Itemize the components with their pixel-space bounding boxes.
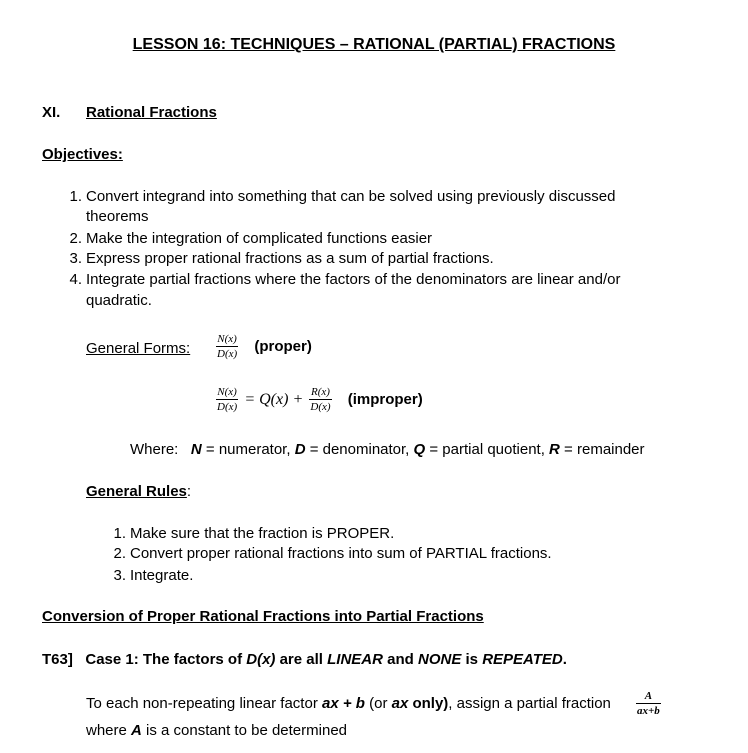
section-heading: Rational Fractions — [86, 104, 217, 121]
list-number: 1. — [69, 188, 82, 205]
case-text: are all — [275, 651, 328, 668]
var-n: N — [190, 441, 202, 458]
where-prefix: Where: — [130, 441, 179, 458]
case-text: and — [382, 651, 418, 668]
case-text: . — [562, 651, 567, 668]
list-number: 4. — [69, 271, 82, 288]
var-q: Q — [413, 441, 426, 458]
general-forms-label: General Forms: — [86, 340, 191, 357]
rule-text: To each non-repeating linear factor — [86, 695, 322, 712]
rule-text: where — [86, 722, 132, 739]
fraction-denominator: D(x) — [217, 401, 238, 413]
objectives-heading: Objectives: — [42, 146, 123, 163]
def-n: = numerator, — [201, 441, 295, 458]
list-text-cont: theorems — [86, 208, 149, 225]
proper-fraction — [216, 333, 238, 360]
list-text: Make sure that the fraction is PROPER. — [130, 525, 395, 542]
conversion-heading: Conversion of Proper Rational Fractions into Partial Fractions — [42, 608, 484, 625]
list-number: 2. — [69, 230, 82, 247]
def-q: = partial quotient, — [425, 441, 550, 458]
list-text: Make the integration of complicated functions easier — [86, 230, 433, 247]
fraction-numerator: A — [644, 690, 653, 702]
fraction-denominator: D(x) — [217, 348, 238, 360]
partial-fraction — [636, 690, 661, 717]
list-text: Express proper rational fractions as a sum of partial fractions. — [86, 250, 494, 267]
list-text: Integrate. — [130, 567, 194, 584]
rule-only: only) — [408, 695, 449, 712]
rule-ax: ax — [391, 695, 409, 712]
general-rules-heading — [86, 483, 191, 500]
def-d: = denominator, — [305, 441, 414, 458]
improper-form — [216, 386, 423, 413]
section-number: XI. — [42, 104, 61, 121]
lesson-title: LESSON 16: TECHNIQUES – RATIONAL (PARTIAL) FRACTIONS — [132, 36, 616, 53]
general-rules-title: General Rules — [86, 483, 187, 500]
rule-text: (or — [364, 695, 392, 712]
def-r: = remainder — [559, 441, 645, 458]
list-text-cont: quadratic. — [86, 292, 152, 309]
rule-line-1 — [86, 695, 611, 712]
rule-constant: A — [131, 722, 142, 739]
var-r: R — [549, 441, 560, 458]
list-number: 3. — [113, 567, 126, 584]
equation-text: = Q(x) + — [244, 390, 304, 408]
list-number: 3. — [69, 250, 82, 267]
case-text: Case 1: The factors of — [85, 651, 247, 668]
improper-tag: (improper) — [347, 391, 423, 408]
case-linear: LINEAR — [327, 651, 383, 668]
rule-text: is a constant to be determined — [141, 722, 347, 739]
fraction-numerator: N(x) — [217, 333, 237, 345]
list-number: 2. — [113, 545, 126, 562]
remainder-fraction — [309, 386, 331, 413]
t63-heading — [42, 651, 567, 668]
case-repeated: REPEATED — [482, 651, 563, 668]
list-text: Integrate partial fractions where the factors of the denominators are linear and/or — [86, 271, 621, 288]
general-rules-colon: : — [186, 483, 192, 500]
fraction-numerator: R(x) — [311, 386, 330, 398]
case-text: is — [461, 651, 483, 668]
fraction-denominator: ax+b — [637, 705, 660, 717]
fraction-numerator: N(x) — [217, 386, 237, 398]
list-text: Convert proper rational fractions into sum of PARTIAL fractions. — [130, 545, 552, 562]
rule-text: , assign a partial fraction — [448, 695, 611, 712]
partial-fraction-expr — [636, 690, 661, 717]
where-line — [130, 441, 645, 458]
case-dx: D(x) — [246, 651, 276, 668]
fraction-denominator: D(x) — [310, 401, 331, 413]
rule-axb: ax + b — [321, 695, 365, 712]
list-text: Convert integrand into something that can be solved using previously discussed — [86, 188, 616, 205]
proper-tag: (proper) — [254, 338, 312, 355]
case-none: NONE — [417, 651, 462, 668]
theorem-label: T63] — [42, 651, 73, 668]
list-number: 1. — [113, 525, 126, 542]
improper-fraction — [216, 386, 238, 413]
rule-line-2 — [86, 722, 347, 739]
var-d: D — [294, 441, 306, 458]
proper-form — [216, 333, 312, 360]
